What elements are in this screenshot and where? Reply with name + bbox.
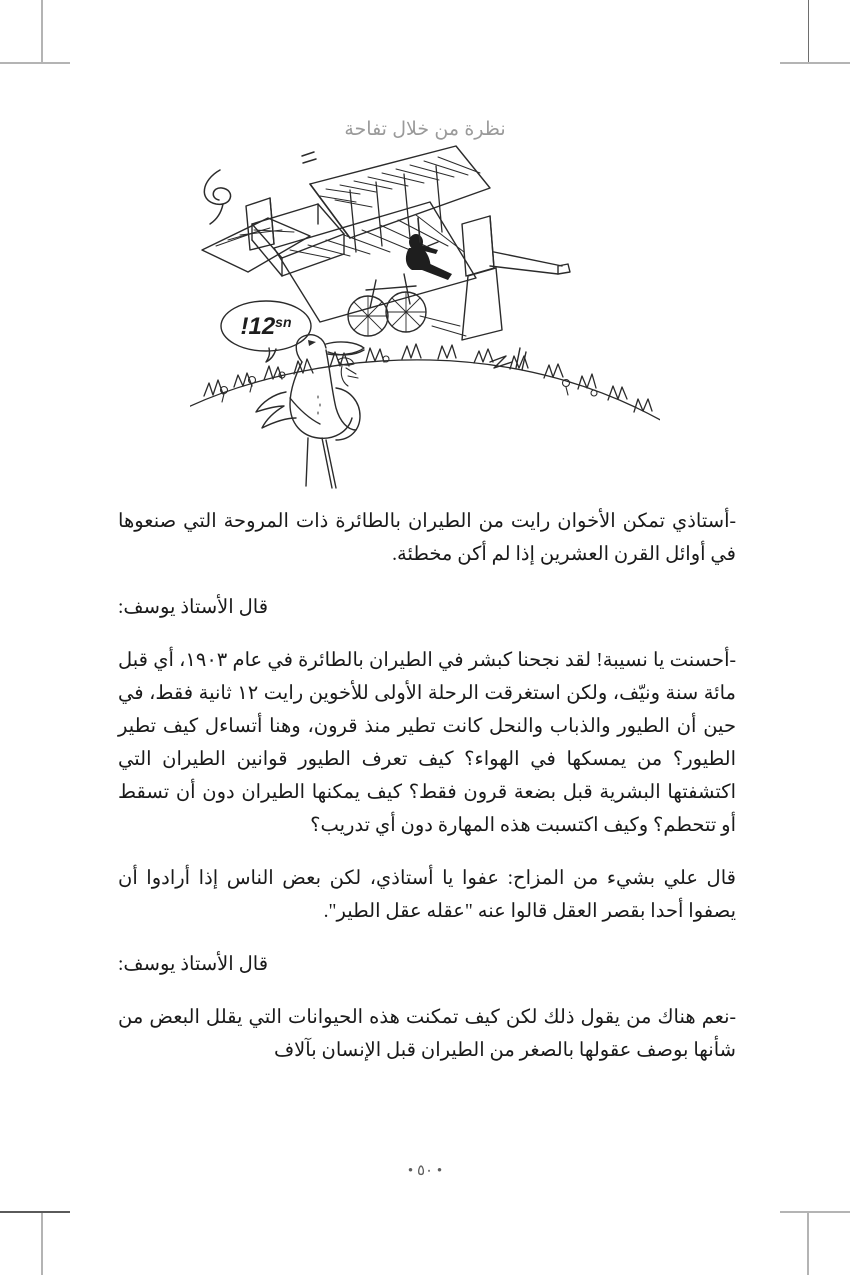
page-number: • ٥٠ • [407, 1163, 443, 1179]
crop-mark-bottom-left-vertical [41, 1213, 43, 1275]
paragraph-dialogue-1: -أستاذي تمكن الأخوان رايت من الطيران بالطائرة ذات المروحة التي صنعوها في أوائل القرن العشرين إذا لم أكن مخطئة. [118, 511, 736, 565]
biplane-illustration [202, 146, 570, 340]
crop-mark-bottom-right-vertical [807, 1213, 809, 1275]
paragraph-speaker-2: قال الأستاذ يوسف: [118, 954, 269, 975]
crop-mark-bottom-right-horizontal [780, 1211, 850, 1213]
body-text [118, 505, 736, 1067]
crop-mark-top-left-vertical [41, 0, 43, 62]
crop-mark-top-right-horizontal [780, 62, 850, 64]
landing-gear [348, 274, 426, 336]
crop-mark-top-right-vertical [808, 0, 809, 62]
paragraph-speaker-1: قال الأستاذ يوسف: [118, 597, 269, 618]
motion-ticks-icon [302, 152, 316, 163]
running-head: نظرة من خلال تفاحة [344, 119, 506, 140]
paragraph-dialogue-2: -أحسنت يا نسيبة! لقد نجحنا كبشر في الطيران بالطائرة في عام ١٩٠٣، أي قبل مائة سنة ونيّف، ولكن استغرقت الرحلة الأولى للأخوين رايت ١٢ ثانية فقط، في حين أن الطيور والذباب والنحل كانت تطير منذ قرون، وهنا أتساءل كيف تطير الطيور؟ من يمسكها في الهواء؟ كيف تعرف الطيور قوانين الطيران التي اكتشفتها البشرية قبل بضعة قرون فقط؟ كيف يمكنها الطيران دون أن تسقط أو تتحطم؟ وكيف اكتسبت هذه المهارة دون أي تدريب؟ [118, 650, 736, 836]
smoke-curl-icon [204, 170, 230, 224]
crop-mark-bottom-left-horizontal [0, 1211, 70, 1213]
paragraph-dialogue-3: -نعم هناك من يقول ذلك لكن كيف تمكنت هذه الحيوانات التي يقلل البعض من شأنها بوصف عقولها بالصغر من الطيران قبل الإنسان بآلاف [118, 1007, 736, 1061]
chapter-illustration [190, 140, 660, 510]
paragraph-narration-1: قال علي بشيء من المزاح: عفوا يا أستاذي، لكن بعض الناس إذا أرادوا أن يصفوا أحدا بقصر العقل قالوا عنه "عقله عقل الطير". [118, 868, 736, 922]
crop-mark-top-left-horizontal [0, 62, 70, 64]
speech-bubble-text: $12^{sn}$! [240, 313, 292, 340]
pilot-figure [406, 234, 452, 280]
speed-ticks-icon [490, 348, 526, 370]
